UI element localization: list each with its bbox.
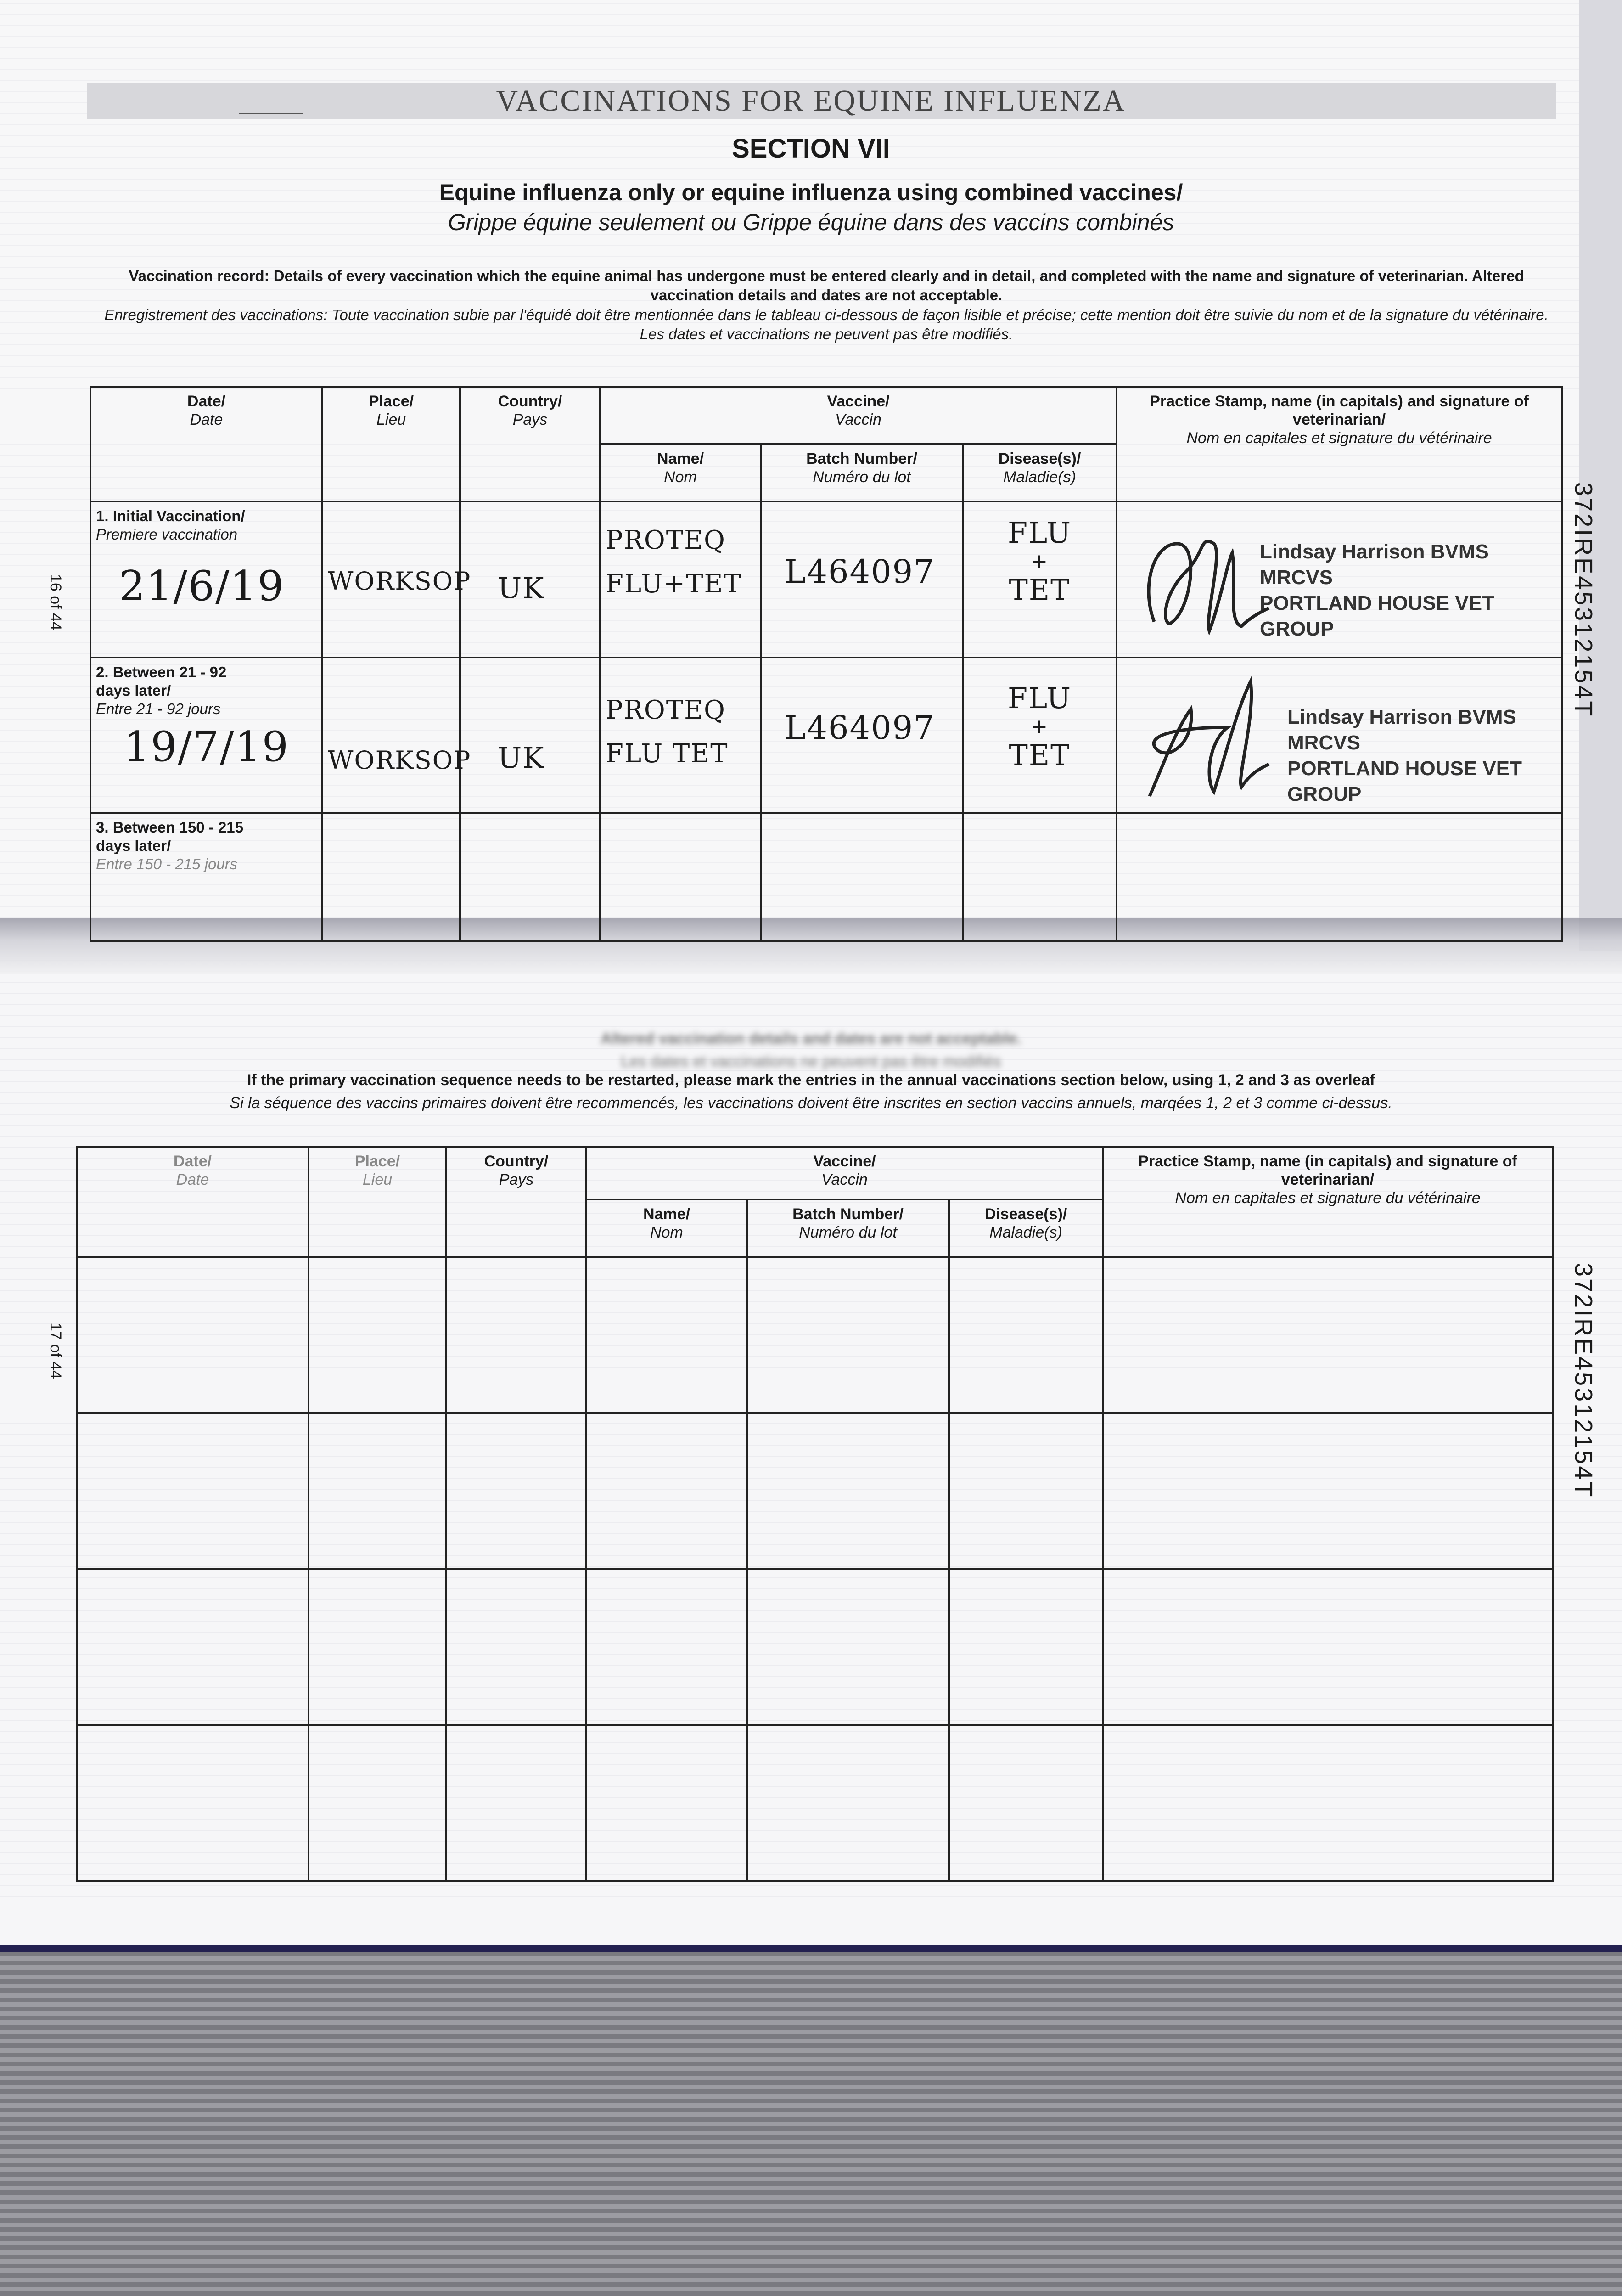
header-date: Date/ Date [77,1147,309,1257]
entry-disease-1: FLU [1007,681,1072,715]
page2-note-2: Les dates et vaccinations ne peuvent pas être modifiés [621,1053,1001,1070]
blank-cell[interactable] [1103,1725,1553,1881]
page-number-17: 17 of 44 [47,1322,64,1379]
row-stamp-cell [1117,658,1562,813]
entry-place: WORKSOP [328,567,471,596]
blank-cell[interactable] [446,1725,586,1881]
row-vaccine-name-cell [600,813,761,941]
row-place-cell [322,658,471,813]
header-stamp: Practice Stamp, name (in capitals) and signature of veterinarian/ Nom en capitales et signature du vétérinaire [1103,1147,1553,1257]
blank-cell[interactable] [309,1413,446,1569]
header-place: Place/ Lieu [322,387,460,501]
entry-batch: L464097 [785,553,935,591]
page-title: VACCINATIONS FOR EQUINE INFLUENZA [496,84,1126,118]
header-country: Country/ Pays [460,387,600,501]
blank-cell[interactable] [586,1725,747,1881]
header-diseases: Disease(s)/ Maladie(s) [963,444,1117,501]
table-row [77,1569,1553,1725]
blank-cell[interactable] [1103,1257,1553,1413]
signature-image [1136,516,1274,645]
page2-note-4: Si la séquence des vaccins primaires doivent être recommencés, les vaccinations doivent être inscrites en section vaccins annuels, marqées 1, 2 et 3 comme ci-dessus. [230,1094,1392,1112]
header-country: Country/ Pays [446,1147,586,1257]
row-stamp-cell [1117,501,1562,658]
vet-name: Lindsay Harrison BVMS MRCVS [1260,540,1489,589]
row-country-cell [460,658,600,813]
vet-name: Lindsay Harrison BVMS MRCVS [1287,706,1516,754]
table-row [90,501,1562,658]
entry-batch: L464097 [785,709,935,747]
entry-country: UK [498,741,545,775]
header-date: Date/ Date [90,387,322,501]
header-diseases: Disease(s)/ Maladie(s) [949,1199,1103,1257]
blank-cell[interactable] [309,1725,446,1881]
note-english: Vaccination record: Details of every vaccination which the equine animal has undergone must be entered clearly and in detail, and completed with the name and signature of veterinarian. Altered vaccination details and dates are not acceptable. [129,267,1524,304]
blank-cell[interactable] [586,1257,747,1413]
header-vaccine: Vaccine/ Vaccin [586,1147,1103,1199]
entry-date: 21/6/19 [119,562,285,610]
section-heading: SECTION VII [732,134,890,163]
row-batch-cell [761,658,963,813]
blank-cell[interactable] [747,1725,949,1881]
row-batch-cell [761,813,963,941]
row-vaccine-name-cell [600,501,761,658]
row-disease-cell [963,501,1117,658]
entry-vaccine-type: FLU+TET [606,569,742,599]
vaccination-table [90,386,1563,942]
table-row [90,813,1562,941]
row-place-cell [322,501,471,658]
row-country-cell [460,501,600,658]
row-country-cell [460,813,600,941]
vet-practice: PORTLAND HOUSE VET GROUP [1260,592,1494,640]
blank-cell[interactable] [747,1257,949,1413]
row-vaccine-name-cell [600,658,761,813]
annual-vaccination-table [76,1146,1554,1882]
header-vaccine-name: Name/ Nom [586,1199,747,1257]
blank-cell[interactable] [747,1413,949,1569]
blank-cell[interactable] [1103,1413,1553,1569]
header-batch-number: Batch Number/ Numéro du lot [761,444,963,501]
vet-stamp [1260,539,1556,642]
vet-stamp [1287,704,1556,807]
page2-note-1: Altered vaccination details and dates are not acceptable. [601,1030,1021,1047]
blank-cell[interactable] [309,1569,446,1725]
blank-cell[interactable] [77,1257,309,1413]
vet-practice: PORTLAND HOUSE VET GROUP [1287,757,1522,805]
entry-vaccine-type: FLU TET [606,739,729,769]
blank-cell[interactable] [949,1569,1103,1725]
table-row [77,1725,1553,1881]
blank-cell[interactable] [77,1413,309,1569]
blank-cell[interactable] [446,1413,586,1569]
entry-vaccine-name: PROTEQ [606,695,726,725]
header-batch-number: Batch Number/ Numéro du lot [747,1199,949,1257]
row-disease-cell [963,658,1117,813]
row-date-cell: 3. Between 150 - 215 days later/ Entre 150 - 215 jours [90,813,322,941]
entry-place: WORKSOP [328,746,471,775]
blank-cell[interactable] [747,1569,949,1725]
entry-vaccine-name: PROTEQ [606,525,726,555]
blank-cell[interactable] [949,1413,1103,1569]
blank-cell[interactable] [949,1257,1103,1413]
entry-disease-3: TET [1009,738,1071,772]
subtitle-english: Equine influenza only or equine influenza using combined vaccines/ [439,180,1183,205]
blank-cell[interactable] [446,1257,586,1413]
passport-code-page2: 372IRE45312154T [1570,1263,1597,1499]
table-row [77,1413,1553,1569]
entry-disease-3: TET [1009,573,1071,607]
entry-date: 19/7/19 [123,723,289,771]
row-date-cell: 1. Initial Vaccination/ Premiere vaccination 21/6/19 [90,501,322,658]
table-row [77,1257,1553,1413]
row-batch-cell [761,501,963,658]
cover-background [0,1952,1622,2296]
blank-cell[interactable] [446,1569,586,1725]
row-stamp-cell [1117,813,1562,941]
header-stamp: Practice Stamp, name (in capitals) and signature of veterinarian/ Nom en capitales et signature du vétérinaire [1117,387,1562,501]
header-vaccine: Vaccine/ Vaccin [600,387,1117,444]
blank-cell[interactable] [77,1725,309,1881]
passport-code: 372IRE45312154T [1570,482,1597,718]
note-french: Enregistrement des vaccinations: Toute vaccination subie par l'équidé doit être mentionnée dans le tableau ci-dessous de façon lisible et précise; cette mention doit être suivie du nom et de la signature du vétérinaire. Les dates et vaccinations ne peuvent pas être modifiés. [104,306,1549,343]
blank-cell[interactable] [949,1725,1103,1881]
blank-cell[interactable] [309,1257,446,1413]
entry-disease-1: FLU [1007,516,1072,550]
header-place: Place/ Lieu [309,1147,446,1257]
page-number-16: 16 of 44 [47,574,64,630]
blank-cell[interactable] [1103,1569,1553,1725]
table-row [90,658,1562,813]
page2-note-3: If the primary vaccination sequence needs to be restarted, please mark the entries in the annual vaccinations section below, using 1, 2 and 3 as overleaf [247,1071,1375,1089]
blank-cell[interactable] [586,1413,747,1569]
blank-cell[interactable] [586,1569,747,1725]
blank-cell[interactable] [77,1569,309,1725]
subtitle-french: Grippe équine seulement ou Grippe équine dans des vaccins combinés [448,209,1174,235]
row-date-cell: 2. Between 21 - 92 days later/ Entre 21 - 92 jours 19/7/19 [90,658,322,813]
entry-country: UK [498,571,545,605]
entry-disease-2: + [1031,550,1049,573]
entry-disease-2: + [1031,715,1049,738]
signature-image [1136,672,1274,810]
row-place-cell [322,813,460,941]
header-vaccine-name: Name/ Nom [600,444,761,501]
row-disease-cell [963,813,1117,941]
